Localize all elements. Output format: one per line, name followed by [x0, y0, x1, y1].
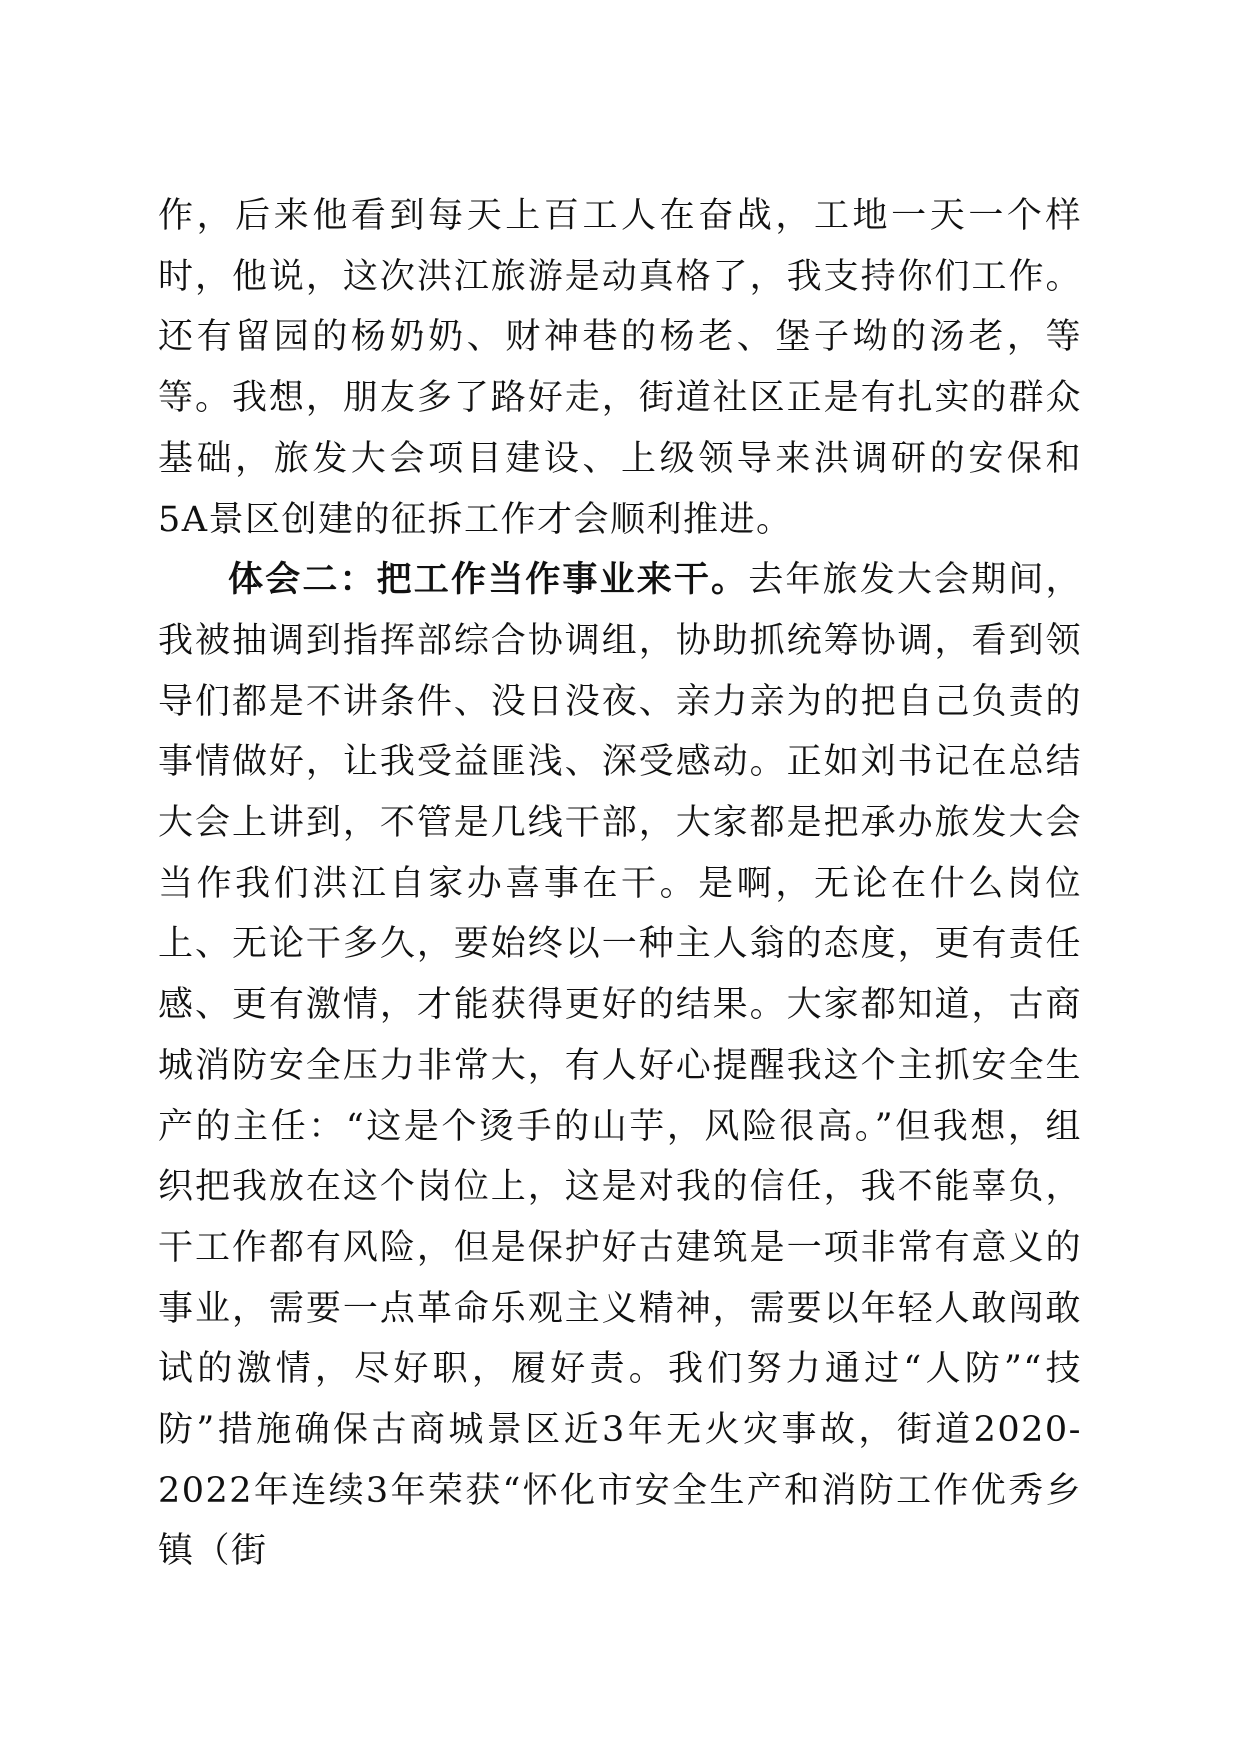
insight-two-body: 去年旅发大会期间，我被抽调到指挥部综合协调组，协助抓统筹协调，看到领导们都是不讲条件、没日没夜、亲力亲为的把自己负责的事情做好，让我受益匪浅、深受感动。正如刘书记在总结大会上讲到，不管是几线干部，大家都是把承办旅发大会当作我们洪江自家办喜事在干。是啊，无论在什么岗位上、无论干多久，要始终以一种主人翁的态度，更有责任感、更有激情，才能获得更好的结果。大家都知道，古商城消防安全压力非常大，有人好心提醒我这个主抓安全生产的主任：“这是个烫手的山芋，风险很高。”但我想，组织把我放在这个岗位上，这是对我的信任，我不能辜负，干工作都有风险，但是保护好古建筑是一项非常有意义的事业，需要一点革命乐观主义精神，需要以年轻人敢闯敢试的激情，尽好职，履好责。我们努力通过“人防”“技防”措施确保古商城景区近3年无火灾事故，街道2020-2022年连续3年荣获“怀化市安全生产和消防工作优秀乡镇（街 [158, 560, 1082, 1572]
insight-two-heading: 体会二：把工作当作事业来干。 [228, 560, 749, 601]
paragraph-continuation: 作，后来他看到每天上百工人在奋战，工地一天一个样时，他说，这次洪江旅游是动真格了，我支持你们工作。还有留园的杨奶奶、财神巷的杨老、堡子坳的汤老，等等。我想，朋友多了路好走，街道社区正是有扎实的群众基础，旅发大会项目建设、上级领导来洪调研的安保和5A景区创建的征拆工作才会顺利推进。 [158, 196, 1082, 540]
paragraph-insight-two [158, 550, 1082, 1582]
document-body [158, 186, 1082, 1582]
